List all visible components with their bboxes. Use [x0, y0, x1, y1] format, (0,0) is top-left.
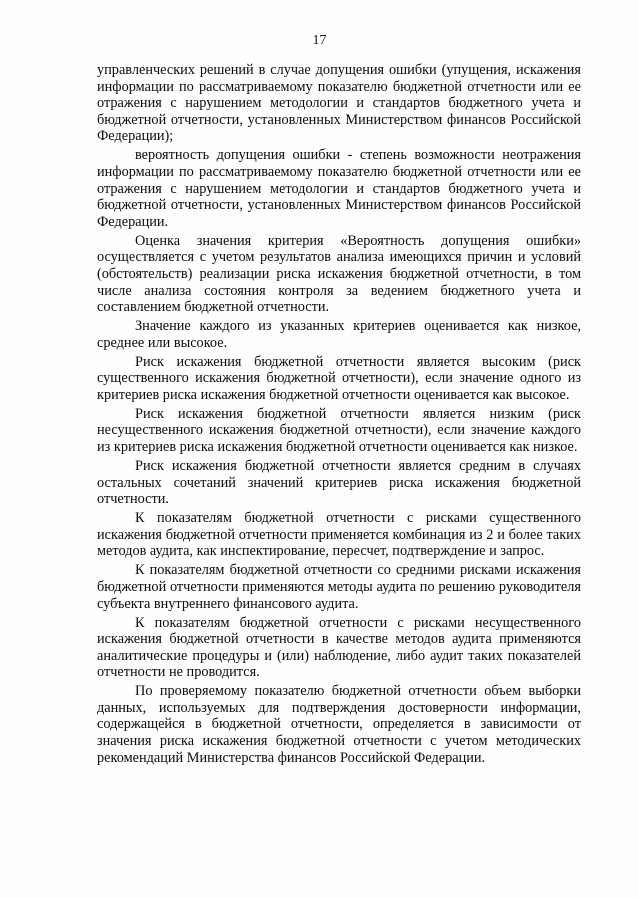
- paragraph: Оценка значения критерия «Вероятность допущения ошибки» осуществляется с учетом результатов анализа имеющихся причин и условий (обстоятельств) реализации риска искажения бюджетной отчетности, в том числе анализа состояния контроля за ведением бюджетного учета и составлением бюджетной отчетности.: [97, 232, 581, 316]
- paragraph: управленческих решений в случае допущения ошибки (упущения, искажения информации по рассматриваемому показателю бюджетной отчетности или ее отражения с нарушением методологии и стандартов бюджетного учета и бюджетной отчетности, установленных Министерством финансов Российской Федерации);: [97, 62, 581, 145]
- page-number: 17: [312, 33, 327, 48]
- paragraph: Риск искажения бюджетной отчетности является высоким (риск существенного искажения бюджетной отчетности), если значение одного из критериев риска искажения бюджетной отчетности оценивается как высокое.: [97, 353, 581, 403]
- paragraph: По проверяемому показателю бюджетной отчетности объем выборки данных, используемых для подтверждения достоверности информации, содержащейся в бюджетной отчетности, определяется в зависимости от значения риска искажения бюджетной отчетности с учетом методических рекомендаций Министерства финансов Российской Федерации.: [97, 683, 581, 766]
- paragraph: К показателям бюджетной отчетности с рисками несущественного искажения бюджетной отчетности в качестве методов аудита применяются аналитические процедуры и (или) наблюдение, либо аудит таких показателей отчетности не проводится.: [97, 614, 581, 681]
- document-body: [97, 62, 581, 769]
- paragraph: К показателям бюджетной отчетности со средними рисками искажения бюджетной отчетности применяются методы аудита по решению руководителя субъекта внутреннего финансового аудита.: [97, 562, 581, 612]
- paragraph: Значение каждого из указанных критериев оценивается как низкое, среднее или высокое.: [97, 318, 581, 351]
- paragraph: Риск искажения бюджетной отчетности является низким (риск несущественного искажения бюджетной отчетности), если значение каждого из критериев риска искажения бюджетной отчетности оценивается как низкое.: [97, 405, 581, 456]
- paragraph: К показателям бюджетной отчетности с рисками существенного искажения бюджетной отчетности применяется комбинация из 2 и более таких методов аудита, как инспектирование, пересчет, подтверждение и запрос.: [97, 510, 581, 560]
- paragraph: вероятность допущения ошибки - степень возможности неотражения информации по рассматриваемому показателю бюджетной отчетности или ее отражения с нарушением методологии и стандартов бюджетного учета и бюджетной отчетности, установленных Министерством финансов Российской Федерации.: [97, 147, 581, 230]
- paragraph: Риск искажения бюджетной отчетности является средним в случаях остальных сочетаний значений критериев риска искажения бюджетной отчетности.: [97, 458, 581, 508]
